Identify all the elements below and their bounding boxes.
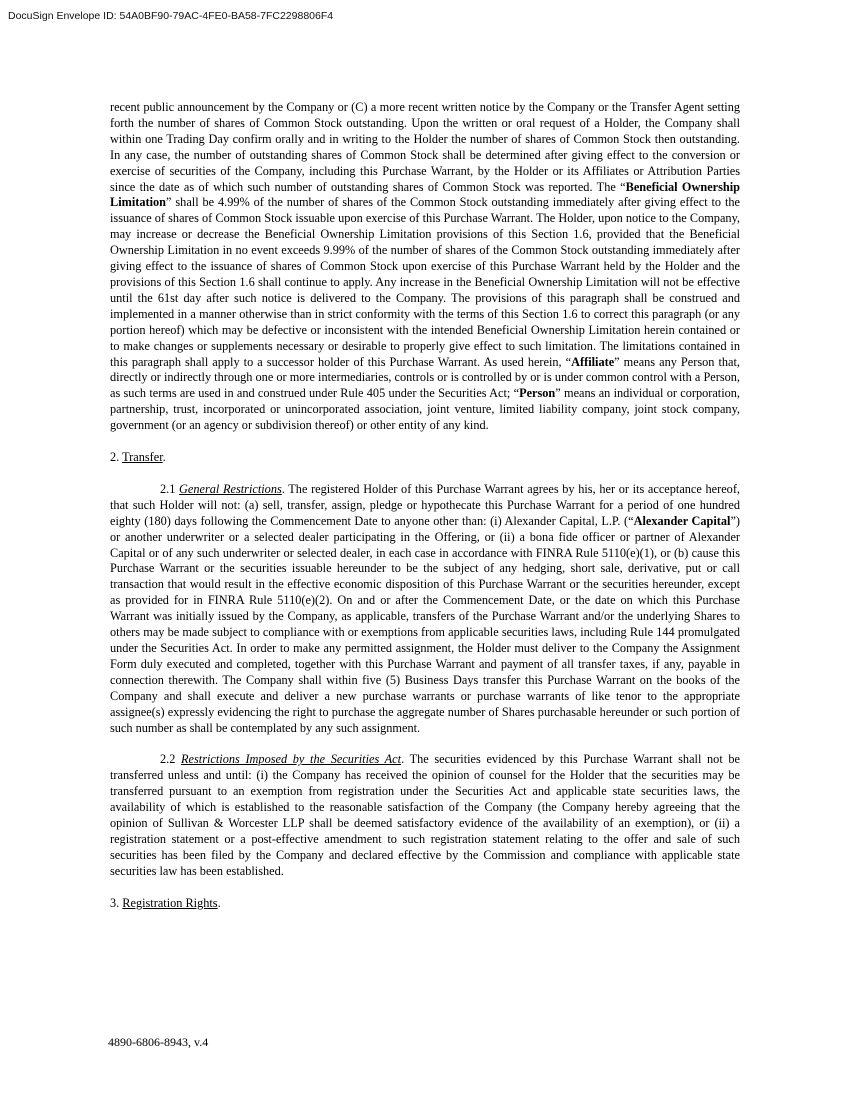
envelope-id: DocuSign Envelope ID: 54A0BF90-79AC-4FE0-BA58-7FC2298806F4 — [8, 10, 334, 22]
section-2-heading: 2. Transfer. — [110, 450, 166, 465]
document-body — [110, 100, 740, 912]
section-2-1-paragraph: 2.1 General Restrictions. The registered Holder of this Purchase Warrant agrees by his, her or its acceptance hereof, that such Holder will not: (a) sell, transfer, assign, pledge or hypothecate this Purchase Warrant for a period of one hundred eighty (180) days following the Commencement Date to anyone other than: (i) Alexander Capital, L.P. (“Alexander Capital”) or another underwriter or a selected dealer participating in the Offering, or (ii) a bona fide officer or partner of Alexander Capital or of any such underwriter or selected dealer, in each case in accordance with FINRA Rule 5110(e)(1), or (b) cause this Purchase Warrant or the securities issuable hereunder to be the subject of any hedging, short sale, derivative, put or call transaction that would result in the effective economic disposition of this Purchase Warrant or the securities hereunder, except as provided for in FINRA Rule 5110(e)(2). On and or after the Commencement Date, or the date on which this Purchase Warrant was initially issued by the Company, as applicable, transfers of the Purchase Warrant and/or the underlying Shares to others may be made subject to compliance with or exemptions from applicable securities laws, including Rule 144 promulgated under the Securities Act. In order to make any permitted assignment, the Holder must deliver to the Company the Assignment Form duly executed and completed, together with this Purchase Warrant and payment of all transfer taxes, if any, payable in connection therewith. The Company shall within five (5) Business Days transfer this Purchase Warrant on the books of the Company and shall execute and deliver a new purchase warrants or purchase warrants of like tenor to the appropriate assignee(s) expressly evidencing the right to purchase the aggregate number of Shares purchasable hereunder or such portion of such number as shall be contemplated by any such assignment. — [110, 481, 741, 735]
section-2-2-paragraph: 2.2 Restrictions Imposed by the Securities Act. The securities evidenced by this Purchase Warrant shall not be transferred unless and until: (i) the Company has received the opinion of counsel for the Holder that the securities may be transferred pursuant to an exemption from registration under the Securities Act and applicable state securities laws, the availability of which is established to the reasonable satisfaction of the Company (the Company hereby agreeing that the opinion of Sullivan & Worcester LLP shall be deemed satisfactory evidence of the availability of an exemption), or (ii) a registration statement or a post-effective amendment to such registration statement relating to the offer and sale of such securities has been filed by the Company and declared effective by the Commission and compliance with applicable state securities law has been established. — [110, 752, 741, 878]
section-2-2-title: Restrictions Imposed by the Securities Act — [181, 752, 402, 767]
beneficial-ownership-paragraph: recent public announcement by the Company or (C) a more recent written notice by the Company or the Transfer Agent setting forth the number of shares of Common Stock outstanding. Upon the written or oral request of a Holder, the Company shall within one Trading Day confirm orally and in writing to the Holder the number of shares of Common Stock then outstanding. In any case, the number of outstanding shares of Common Stock shall be determined after giving effect to the conversion or exercise of securities of the Company, including this Purchase Warrant, by the Holder or its Affiliates or Attribution Parties since the date as of which such number of outstanding shares of Common Stock was reported. The “Beneficial Ownership Limitation” shall be 4.99% of the number of shares of the Common Stock outstanding immediately after giving effect to the issuance of shares of Common Stock issuable upon exercise of this Purchase Warrant. The Holder, upon notice to the Company, may increase or decrease the Beneficial Ownership Limitation provisions of this Section 1.6, provided that the Beneficial Ownership Limitation in no event exceeds 9.99% of the number of shares of the Common Stock outstanding immediately after giving effect to the issuance of shares of Common Stock upon exercise of this Purchase Warrant held by the Holder and the provisions of this Section 1.6 shall continue to apply. Any increase in the Beneficial Ownership Limitation will not be effective until the 61st day after such notice is delivered to the Company. The provisions of this paragraph shall be construed and implemented in a manner otherwise than in strict conformity with the terms of this Section 1.6 to correct this paragraph (or any portion hereof) which may be defective or inconsistent with the intended Beneficial Ownership Limitation herein contained or to make changes or supplements necessary or desirable to properly give effect to such limitation. The limitations contained in this paragraph shall apply to a successor holder of this Purchase Warrant. As used herein, “Affiliate” means any Person that, directly or indirectly through one or more intermediaries, controls or is controlled by or is under common control with a Person, as such terms are used in and construed under Rule 405 under the Securities Act; “Person” means an individual or corporation, partnership, trust, incorporated or unincorporated association, joint venture, limited liability company, joint stock company, government (or an agency or subdivision thereof) or other entity of any kind. — [110, 100, 740, 433]
document-footer-id: 4890-6806-8943, v.4 — [108, 1035, 209, 1049]
section-2-1-title: General Restrictions — [179, 481, 282, 496]
section-3-heading: 3. Registration Rights. — [110, 895, 221, 910]
